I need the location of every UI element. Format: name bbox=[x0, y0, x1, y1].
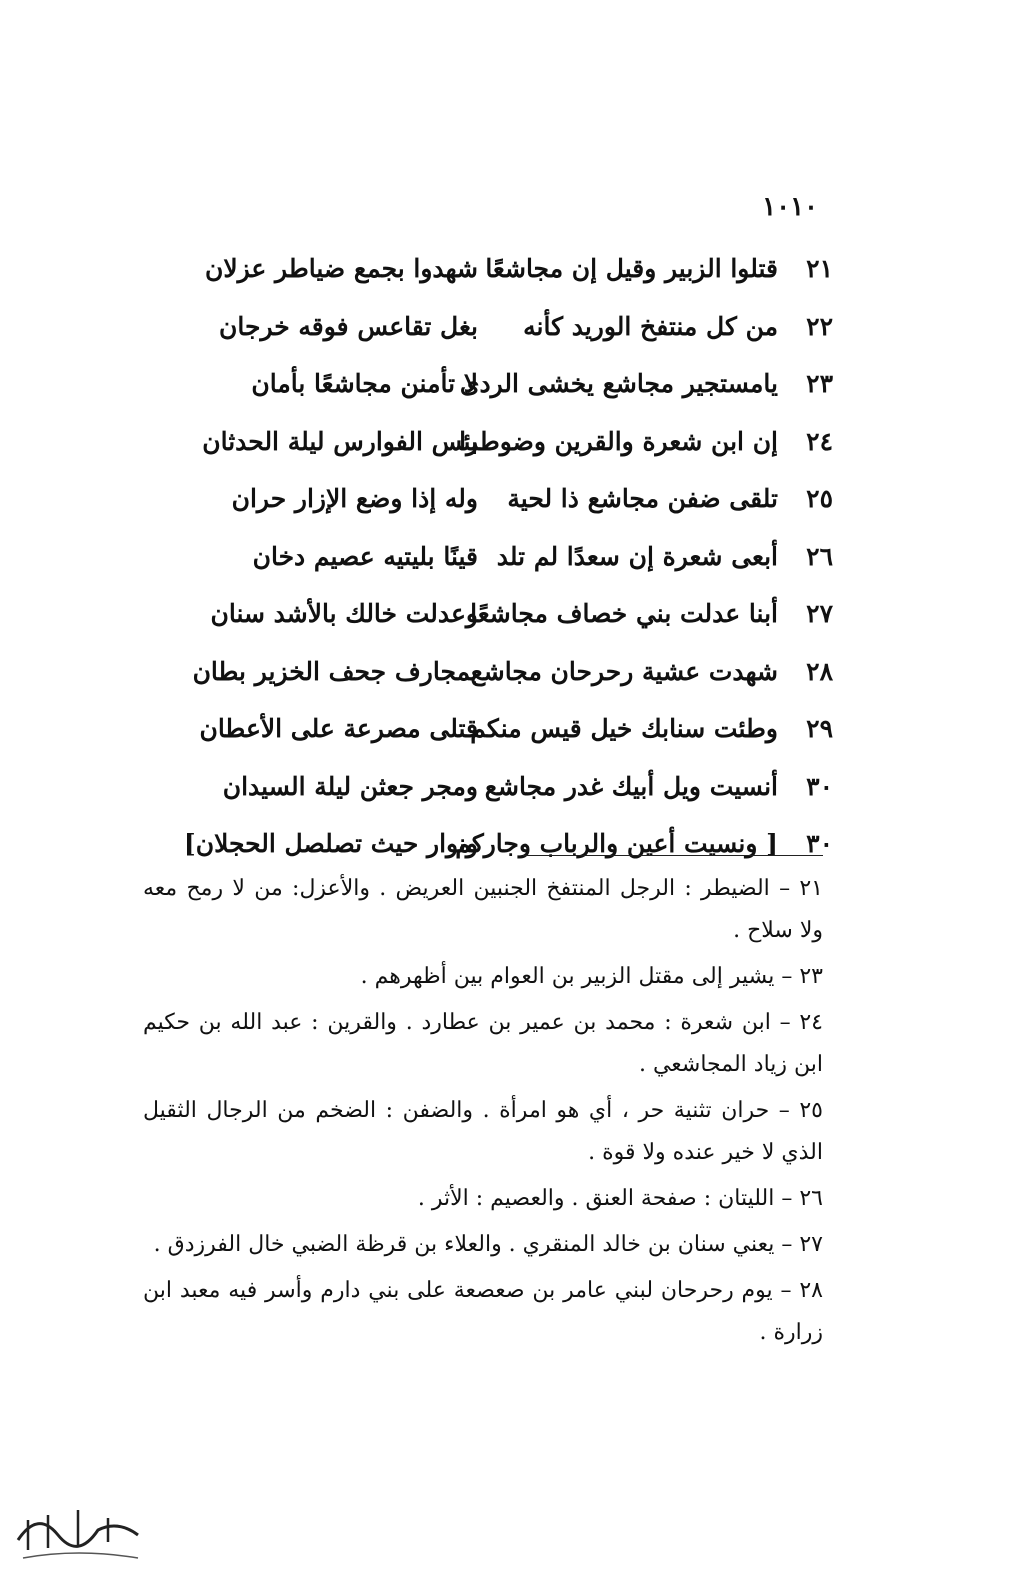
verse-line bbox=[183, 413, 833, 471]
footnote: ٢١ – الضيطر : الرجل المنتفخ الجنبين العريض . والأعزل: من لا رمح معه ولا سلاح . bbox=[143, 876, 823, 943]
verse-first-hemistich: أنسيت ويل أبيك غدر مجاشع bbox=[484, 771, 778, 801]
verse-number: ٢٥ bbox=[806, 484, 833, 514]
verse-line bbox=[183, 585, 833, 643]
verse-number: ٢٧ bbox=[806, 599, 833, 629]
verse-line bbox=[183, 758, 833, 816]
poem-verses bbox=[183, 240, 833, 873]
verse-number: ٢١ bbox=[806, 254, 833, 284]
verse-second-hemistich: وعدلت خالك بالأشد سنان bbox=[210, 599, 478, 629]
verse-first-hemistich: تلقى ضفن مجاشع ذا لحية bbox=[507, 484, 778, 514]
verse-second-hemistich: بغل تقاعس فوقه خرجان bbox=[219, 311, 478, 341]
library-watermark-logo bbox=[8, 1470, 148, 1570]
footnote: ٢٧ – يعني سنان بن خالد المنقري . والعلاء بن قرظة الضبي خال الفرزدق . bbox=[153, 1232, 823, 1257]
verse-second-hemistich: وله إذا وضع الإزار حران bbox=[231, 484, 478, 514]
verse-number: ٣٠ bbox=[806, 771, 833, 801]
verse-line bbox=[183, 700, 833, 758]
footnote: ٢٨ – يوم رحرحان لبني عامر بن صعصعة على بني دارم وأسر فيه معبد ابن زرارة . bbox=[143, 1278, 823, 1345]
verse-first-hemistich: قتلوا الزبير وقيل إن مجاشعًا bbox=[485, 254, 778, 284]
verse-line bbox=[183, 355, 833, 413]
verse-number: ٢٢ bbox=[806, 311, 833, 341]
verse-line bbox=[183, 528, 833, 586]
footnote: ٢٦ – الليتان : صفحة العنق . والعصيم : الأثر . bbox=[417, 1186, 823, 1211]
verse-second-hemistich: بمجارف جحف الخزير بطان bbox=[192, 656, 478, 686]
verse-line bbox=[183, 643, 833, 701]
verse-number: ٢٦ bbox=[806, 541, 833, 571]
verse-first-hemistich: من كل منتفخ الوريد كأنه bbox=[523, 311, 778, 341]
verse-second-hemistich: قينًا بليتيه عصيم دخان bbox=[252, 541, 478, 571]
verse-first-hemistich: وطئت سنابك خيل قيس منكم bbox=[470, 714, 778, 744]
verse-number: ٢٤ bbox=[806, 426, 833, 456]
footnote: ٢٥ – حران تثنية حر ، أي هو امرأة . والضفن : الضخم من الرجال الثقيل الذي لا خير عنده ولا قوة . bbox=[143, 1098, 823, 1165]
verse-line bbox=[183, 815, 833, 873]
verse-first-hemistich: [ ونسيت أعين والرباب وجاركم bbox=[455, 829, 778, 859]
verse-second-hemistich: ونوار حيث تصلصل الحجلان] bbox=[183, 829, 478, 859]
footnote: ٢٤ – ابن شعرة : محمد بن عمير بن عطارد . والقرين : عبد الله بن حكيم ابن زياد المجاشعي . bbox=[143, 1010, 823, 1077]
verse-number: ٢٩ bbox=[806, 714, 833, 744]
verse-second-hemistich: لا تأمنن مجاشعًا بأمان bbox=[251, 369, 478, 399]
verse-second-hemistich: بئس الفوارس ليلة الحدثان bbox=[202, 426, 478, 456]
verse-number: ٢٨ bbox=[806, 656, 833, 686]
verse-second-hemistich: قتلى مصرعة على الأعطان bbox=[199, 714, 478, 744]
verse-first-hemistich: شهدت عشية رحرحان مجاشع bbox=[470, 656, 778, 686]
verse-first-hemistich: أبعى شعرة إن سعدًا لم تلد bbox=[496, 541, 778, 571]
footnotes bbox=[143, 868, 823, 1358]
verse-second-hemistich: شهدوا بجمع ضياطر عزلان bbox=[205, 254, 478, 284]
verse-number: ٣٠ bbox=[806, 829, 833, 859]
verse-line bbox=[183, 470, 833, 528]
page-number: ١٠١٠ bbox=[762, 192, 818, 222]
verse-first-hemistich: أبنا عدلت بني خصاف مجاشعًا bbox=[470, 599, 778, 629]
verse-second-hemistich: ومجر جعثن ليلة السيدان bbox=[222, 771, 478, 801]
verse-line bbox=[183, 240, 833, 298]
verse-line bbox=[183, 298, 833, 356]
footnote-divider bbox=[523, 855, 823, 856]
verse-first-hemistich: يامستجير مجاشع يخشى الردى bbox=[459, 369, 778, 399]
verse-number: ٢٣ bbox=[806, 369, 833, 399]
footnote: ٢٣ – يشير إلى مقتل الزبير بن العوام بين أظهرهم . bbox=[360, 964, 823, 989]
verse-first-hemistich: إن ابن شعرة والقرين وضوطرا bbox=[459, 426, 778, 456]
